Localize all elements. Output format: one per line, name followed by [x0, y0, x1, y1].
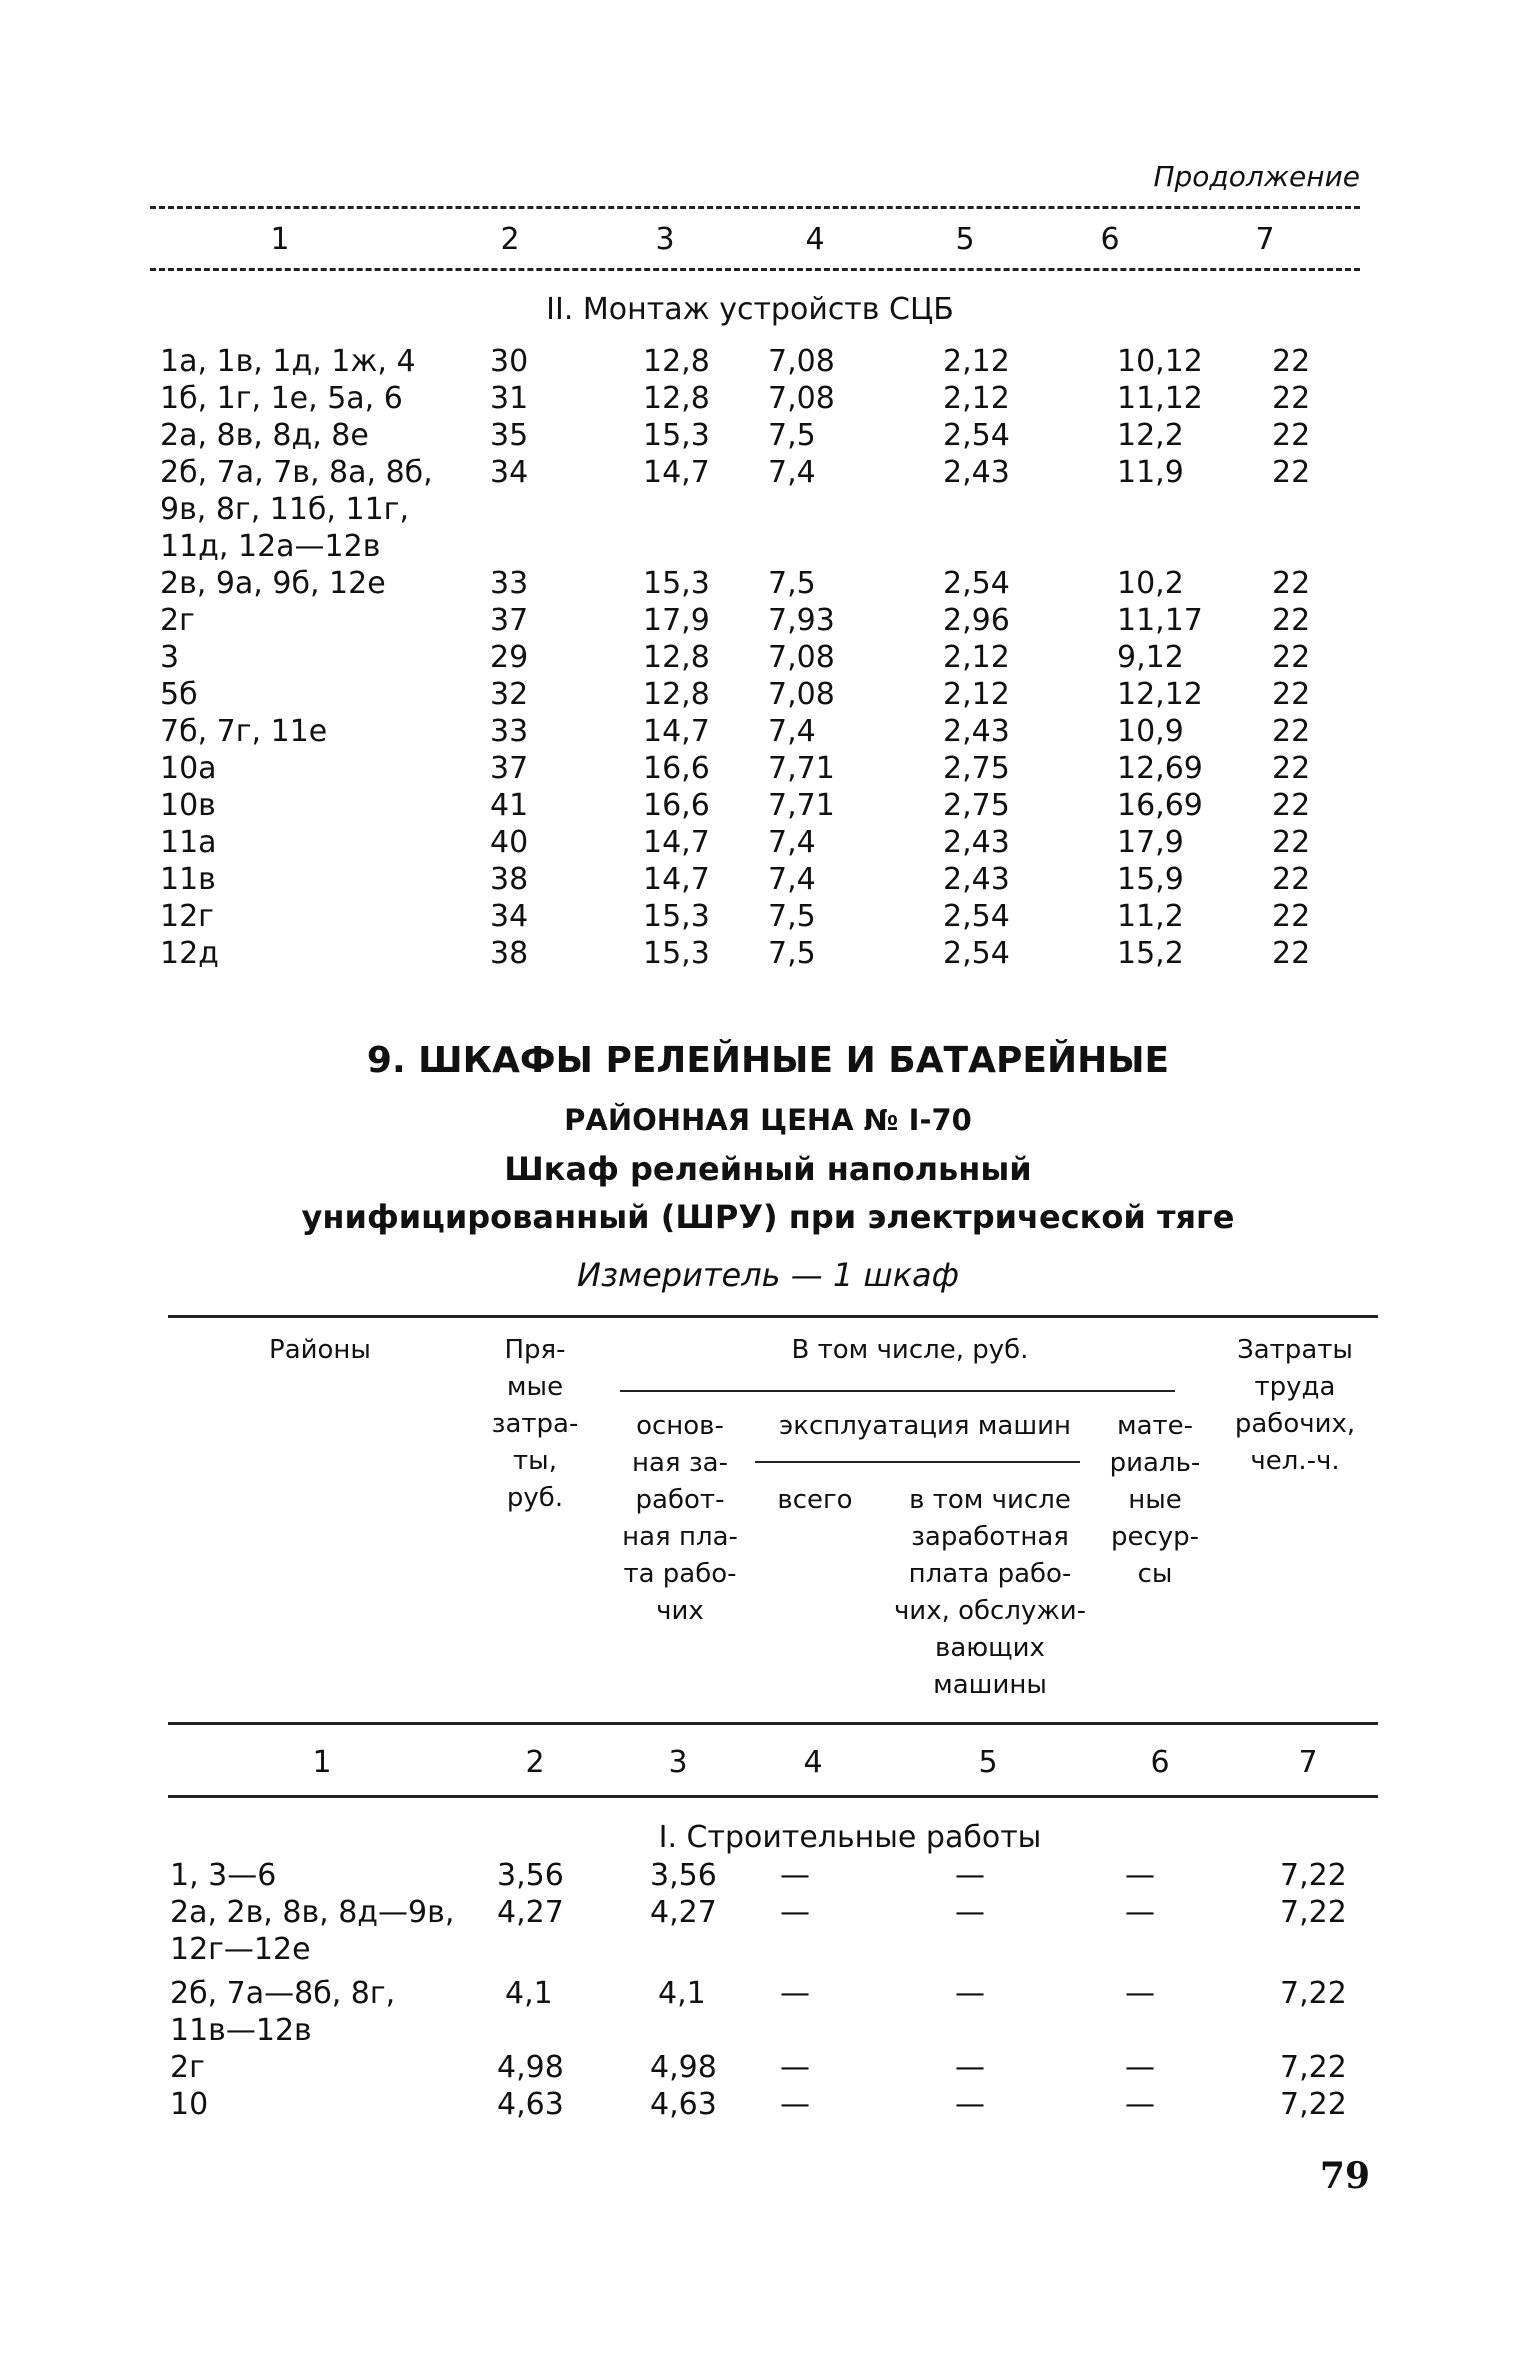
value-cell: 16,69 — [1117, 788, 1203, 823]
table1-top-rule — [150, 206, 1360, 209]
value-cell: 12,8 — [643, 381, 710, 416]
value-cell: — — [780, 1858, 810, 1893]
header-direct-costs: Пря- мые затра- ты, руб. — [491, 1335, 579, 1513]
value-cell: 4,27 — [497, 1895, 564, 1930]
t1-colnum-7: 7 — [1255, 222, 1275, 257]
value-cell: — — [780, 1895, 810, 1930]
value-cell: 7,5 — [768, 418, 816, 453]
t2-colnum-7: 7 — [1298, 1745, 1318, 1780]
value-cell: 10,9 — [1117, 714, 1184, 749]
value-cell: 10,2 — [1117, 566, 1184, 601]
value-cell: — — [955, 2050, 985, 2085]
value-cell: 9,12 — [1117, 640, 1184, 675]
value-cell: 40 — [490, 825, 529, 860]
value-cell: 7,71 — [768, 751, 835, 786]
value-cell: 7,22 — [1280, 2050, 1347, 2085]
header-labor: Затраты труда рабочих, чел.-ч. — [1234, 1335, 1356, 1476]
t2-colnum-6: 6 — [1150, 1745, 1170, 1780]
value-cell: 3,56 — [497, 1858, 564, 1893]
value-cell: 7,5 — [768, 936, 816, 971]
value-cell: 22 — [1272, 936, 1311, 971]
value-cell: — — [1125, 2050, 1155, 2085]
value-cell: 22 — [1272, 899, 1311, 934]
value-cell: 22 — [1272, 455, 1311, 490]
value-cell: — — [780, 2050, 810, 2085]
district-cell: 5б — [160, 677, 198, 712]
value-cell: 41 — [490, 788, 529, 823]
value-cell: 22 — [1272, 603, 1311, 638]
value-cell: — — [955, 1976, 985, 2011]
value-cell: 12,8 — [643, 640, 710, 675]
value-cell: 7,93 — [768, 603, 835, 638]
table1-header-rule — [150, 268, 1360, 271]
value-cell: 4,1 — [658, 1976, 706, 2011]
value-cell: 7,22 — [1280, 2087, 1347, 2122]
district-cell: 2б, 7а, 7в, 8а, 8б, — [160, 455, 433, 490]
value-cell: — — [1125, 1858, 1155, 1893]
value-cell: 16,6 — [643, 751, 710, 786]
value-cell: 15,2 — [1117, 936, 1184, 971]
value-cell: — — [1125, 2087, 1155, 2122]
district-cell: 10а — [160, 751, 217, 786]
t1-colnum-2: 2 — [500, 222, 520, 257]
district-cell: 2а, 8в, 8д, 8е — [160, 418, 369, 453]
t2-colnum-3: 3 — [668, 1745, 688, 1780]
value-cell: 17,9 — [643, 603, 710, 638]
district-cell: 2в, 9а, 9б, 12е — [160, 566, 386, 601]
value-cell: 12,12 — [1117, 677, 1203, 712]
value-cell: 7,08 — [768, 344, 835, 379]
value-cell: 7,4 — [768, 825, 816, 860]
value-cell: 22 — [1272, 788, 1311, 823]
value-cell: 2,54 — [943, 899, 1010, 934]
value-cell: 2,12 — [943, 677, 1010, 712]
t2-colnum-5: 5 — [978, 1745, 998, 1780]
t1-colnum-3: 3 — [655, 222, 675, 257]
value-cell: 7,08 — [768, 381, 835, 416]
value-cell: 35 — [490, 418, 529, 453]
header-machines: эксплуатация машин — [778, 1411, 1072, 1441]
value-cell: 2,43 — [943, 714, 1010, 749]
header-base-pay: основ- ная за- работ- ная пла- та рабо- чих — [622, 1411, 738, 1626]
district-cell-cont: 12г—12е — [170, 1932, 311, 1967]
value-cell: 2,12 — [943, 640, 1010, 675]
value-cell: — — [1125, 1976, 1155, 2011]
table2-section-title: I. Строительные работы — [658, 1820, 1042, 1855]
value-cell: 38 — [490, 862, 529, 897]
district-cell: 12г — [160, 899, 214, 934]
value-cell: 22 — [1272, 862, 1311, 897]
value-cell: 11,9 — [1117, 455, 1184, 490]
value-cell: 2,54 — [943, 566, 1010, 601]
table2-numbers-rule — [168, 1795, 1378, 1798]
value-cell: 11,17 — [1117, 603, 1203, 638]
t2-colnum-2: 2 — [525, 1745, 545, 1780]
district-cell: 1б, 1г, 1е, 5а, 6 — [160, 381, 403, 416]
continuation-label: Продолжение — [1153, 160, 1360, 193]
table2-top-rule — [168, 1315, 1378, 1318]
value-cell: 30 — [490, 344, 529, 379]
value-cell: 22 — [1272, 381, 1311, 416]
t1-colnum-6: 6 — [1100, 222, 1120, 257]
value-cell: 33 — [490, 566, 529, 601]
value-cell: 7,5 — [768, 566, 816, 601]
t2-colnum-4: 4 — [803, 1745, 823, 1780]
value-cell: 33 — [490, 714, 529, 749]
value-cell: 2,96 — [943, 603, 1010, 638]
value-cell: 22 — [1272, 714, 1311, 749]
district-cell: 2г — [170, 2050, 205, 2085]
t2-colnum-1: 1 — [312, 1745, 332, 1780]
header-machines-rule — [755, 1461, 1080, 1463]
value-cell: 14,7 — [643, 455, 710, 490]
t1-colnum-5: 5 — [955, 222, 975, 257]
price-title: РАЙОННАЯ ЦЕНА № І-70 — [564, 1103, 972, 1137]
value-cell: 4,27 — [650, 1895, 717, 1930]
value-cell: 2,54 — [943, 936, 1010, 971]
value-cell: 12,2 — [1117, 418, 1184, 453]
value-cell: 2,43 — [943, 455, 1010, 490]
district-cell: 12д — [160, 936, 219, 971]
value-cell: 7,4 — [768, 862, 816, 897]
header-districts: Районы — [269, 1335, 371, 1365]
value-cell: 4,63 — [497, 2087, 564, 2122]
header-total: всего — [777, 1485, 853, 1515]
value-cell: 7,4 — [768, 455, 816, 490]
value-cell: 2,54 — [943, 418, 1010, 453]
value-cell: 3,56 — [650, 1858, 717, 1893]
value-cell: — — [780, 1976, 810, 2011]
header-including: В том числе, руб. — [791, 1335, 1029, 1365]
district-cell-cont: 11в—12в — [170, 2013, 312, 2048]
district-cell: 2а, 2в, 8в, 8д—9в, — [170, 1895, 455, 1930]
value-cell: 7,08 — [768, 640, 835, 675]
header-materials: мате- риаль- ные ресур- сы — [1109, 1411, 1201, 1589]
value-cell: 10,12 — [1117, 344, 1203, 379]
value-cell: 15,3 — [643, 936, 710, 971]
value-cell: 38 — [490, 936, 529, 971]
value-cell: 15,9 — [1117, 862, 1184, 897]
value-cell: 12,8 — [643, 677, 710, 712]
value-cell: 12,69 — [1117, 751, 1203, 786]
value-cell: 7,08 — [768, 677, 835, 712]
value-cell: 37 — [490, 751, 529, 786]
value-cell: 34 — [490, 455, 529, 490]
value-cell: 16,6 — [643, 788, 710, 823]
item-title-line1: Шкаф релейный напольный — [504, 1150, 1032, 1188]
measure-unit: Измеритель — 1 шкаф — [577, 1256, 959, 1294]
value-cell: 32 — [490, 677, 529, 712]
value-cell: 22 — [1272, 751, 1311, 786]
value-cell: 7,4 — [768, 714, 816, 749]
page-number: 79 — [1319, 2155, 1370, 2197]
value-cell: 29 — [490, 640, 529, 675]
header-machine-pay: в том числе заработная плата рабо- чих, обслужи- вающих машины — [893, 1485, 1087, 1700]
district-cell: 1, 3—6 — [170, 1858, 277, 1893]
district-cell: 7б, 7г, 11е — [160, 714, 328, 749]
value-cell: 4,1 — [505, 1976, 553, 2011]
value-cell: — — [955, 2087, 985, 2122]
value-cell: 2,43 — [943, 825, 1010, 860]
district-cell: 2б, 7а—8б, 8г, — [170, 1976, 396, 2011]
value-cell: 14,7 — [643, 714, 710, 749]
value-cell: — — [780, 2087, 810, 2122]
district-cell: 3 — [160, 640, 180, 675]
district-cell-cont: 11д, 12а—12в — [160, 529, 381, 564]
value-cell: 15,3 — [643, 899, 710, 934]
value-cell: 34 — [490, 899, 529, 934]
value-cell: 22 — [1272, 344, 1311, 379]
district-cell: 11в — [160, 862, 216, 897]
value-cell: 15,3 — [643, 566, 710, 601]
value-cell: 2,12 — [943, 381, 1010, 416]
chapter-title: 9. ШКАФЫ РЕЛЕЙНЫЕ И БАТАРЕЙНЫЕ — [366, 1040, 1170, 1081]
district-cell: 10в — [160, 788, 216, 823]
table2-header-rule — [168, 1722, 1378, 1725]
district-cell-cont: 9в, 8г, 11б, 11г, — [160, 492, 409, 527]
value-cell: 2,75 — [943, 788, 1010, 823]
value-cell: 22 — [1272, 418, 1311, 453]
value-cell: 22 — [1272, 566, 1311, 601]
value-cell: — — [955, 1895, 985, 1930]
value-cell: — — [1125, 1895, 1155, 1930]
value-cell: — — [955, 1858, 985, 1893]
value-cell: 11,2 — [1117, 899, 1184, 934]
value-cell: 7,5 — [768, 899, 816, 934]
value-cell: 7,22 — [1280, 1976, 1347, 2011]
value-cell: 7,22 — [1280, 1895, 1347, 1930]
t1-colnum-4: 4 — [805, 222, 825, 257]
value-cell: 22 — [1272, 825, 1311, 860]
value-cell: 2,43 — [943, 862, 1010, 897]
value-cell: 4,63 — [650, 2087, 717, 2122]
table1-section-title: II. Монтаж устройств СЦБ — [546, 292, 954, 327]
value-cell: 22 — [1272, 677, 1311, 712]
header-including-rule — [620, 1390, 1175, 1392]
value-cell: 17,9 — [1117, 825, 1184, 860]
value-cell: 7,71 — [768, 788, 835, 823]
value-cell: 31 — [490, 381, 529, 416]
value-cell: 14,7 — [643, 825, 710, 860]
value-cell: 4,98 — [497, 2050, 564, 2085]
value-cell: 7,22 — [1280, 1858, 1347, 1893]
value-cell: 14,7 — [643, 862, 710, 897]
t1-colnum-1: 1 — [270, 222, 290, 257]
district-cell: 1а, 1в, 1д, 1ж, 4 — [160, 344, 416, 379]
item-title-line2: унифицированный (ШРУ) при электрической тяге — [301, 1198, 1235, 1236]
value-cell: 11,12 — [1117, 381, 1203, 416]
value-cell: 12,8 — [643, 344, 710, 379]
value-cell: 22 — [1272, 640, 1311, 675]
value-cell: 2,75 — [943, 751, 1010, 786]
value-cell: 37 — [490, 603, 529, 638]
district-cell: 11а — [160, 825, 217, 860]
value-cell: 15,3 — [643, 418, 710, 453]
value-cell: 2,12 — [943, 344, 1010, 379]
district-cell: 2г — [160, 603, 195, 638]
value-cell: 4,98 — [650, 2050, 717, 2085]
district-cell: 10 — [170, 2087, 209, 2122]
